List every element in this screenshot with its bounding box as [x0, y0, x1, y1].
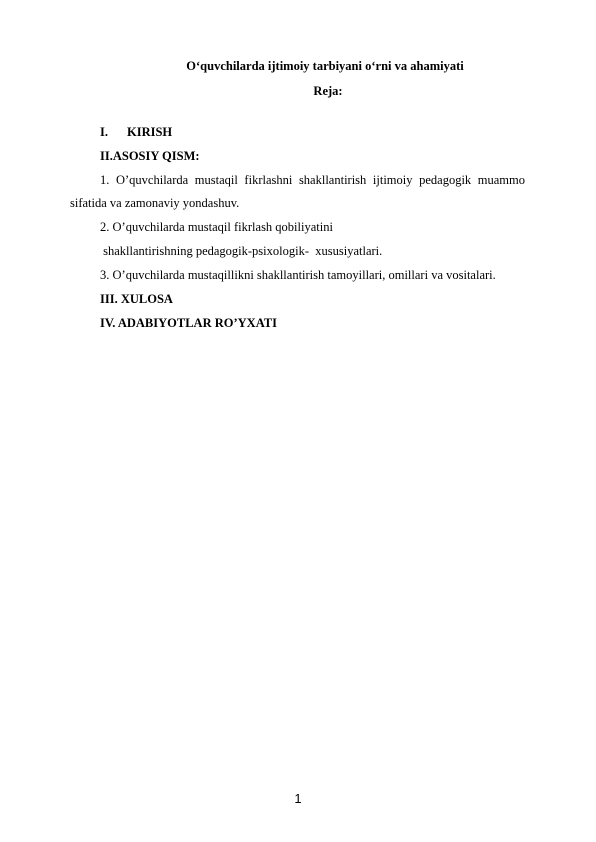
outline-item-1-line-2: sifatida va zamonaviy yondashuv.: [70, 196, 240, 210]
outline-item-2-line-2: shakllantirishning pedagogik-psixologik- xususiyatlari.: [100, 244, 383, 258]
outline-item-1-line-1: 1. O’quvchilarda mustaqil fikrlashni shakllantirish ijtimoiy pedagogik muammo: [100, 173, 525, 187]
outline-references: IV. ADABIYOTLAR RO’YXATI: [100, 316, 277, 330]
document-title: O‘quvchilarda ijtimoiy tarbiyani o‘rni va ahamiyati: [186, 59, 464, 73]
outline-intro-number: I.: [100, 125, 108, 139]
page-number: 1: [294, 791, 302, 806]
outline-intro-label: KIRISH: [127, 125, 173, 139]
outline-intro: [100, 124, 172, 140]
outline-conclusion: III. XULOSA: [100, 292, 173, 306]
outline-item-2-line-1: 2. O’quvchilarda mustaqil fikrlash qobiliyatini: [100, 220, 333, 234]
outline-main-section: II.ASOSIY QISM:: [100, 149, 200, 163]
outline-item-3: 3. O’quvchilarda mustaqillikni shakllantirish tamoyillari, omillari va vositalari.: [100, 268, 496, 282]
plan-heading: Reja:: [313, 84, 343, 98]
